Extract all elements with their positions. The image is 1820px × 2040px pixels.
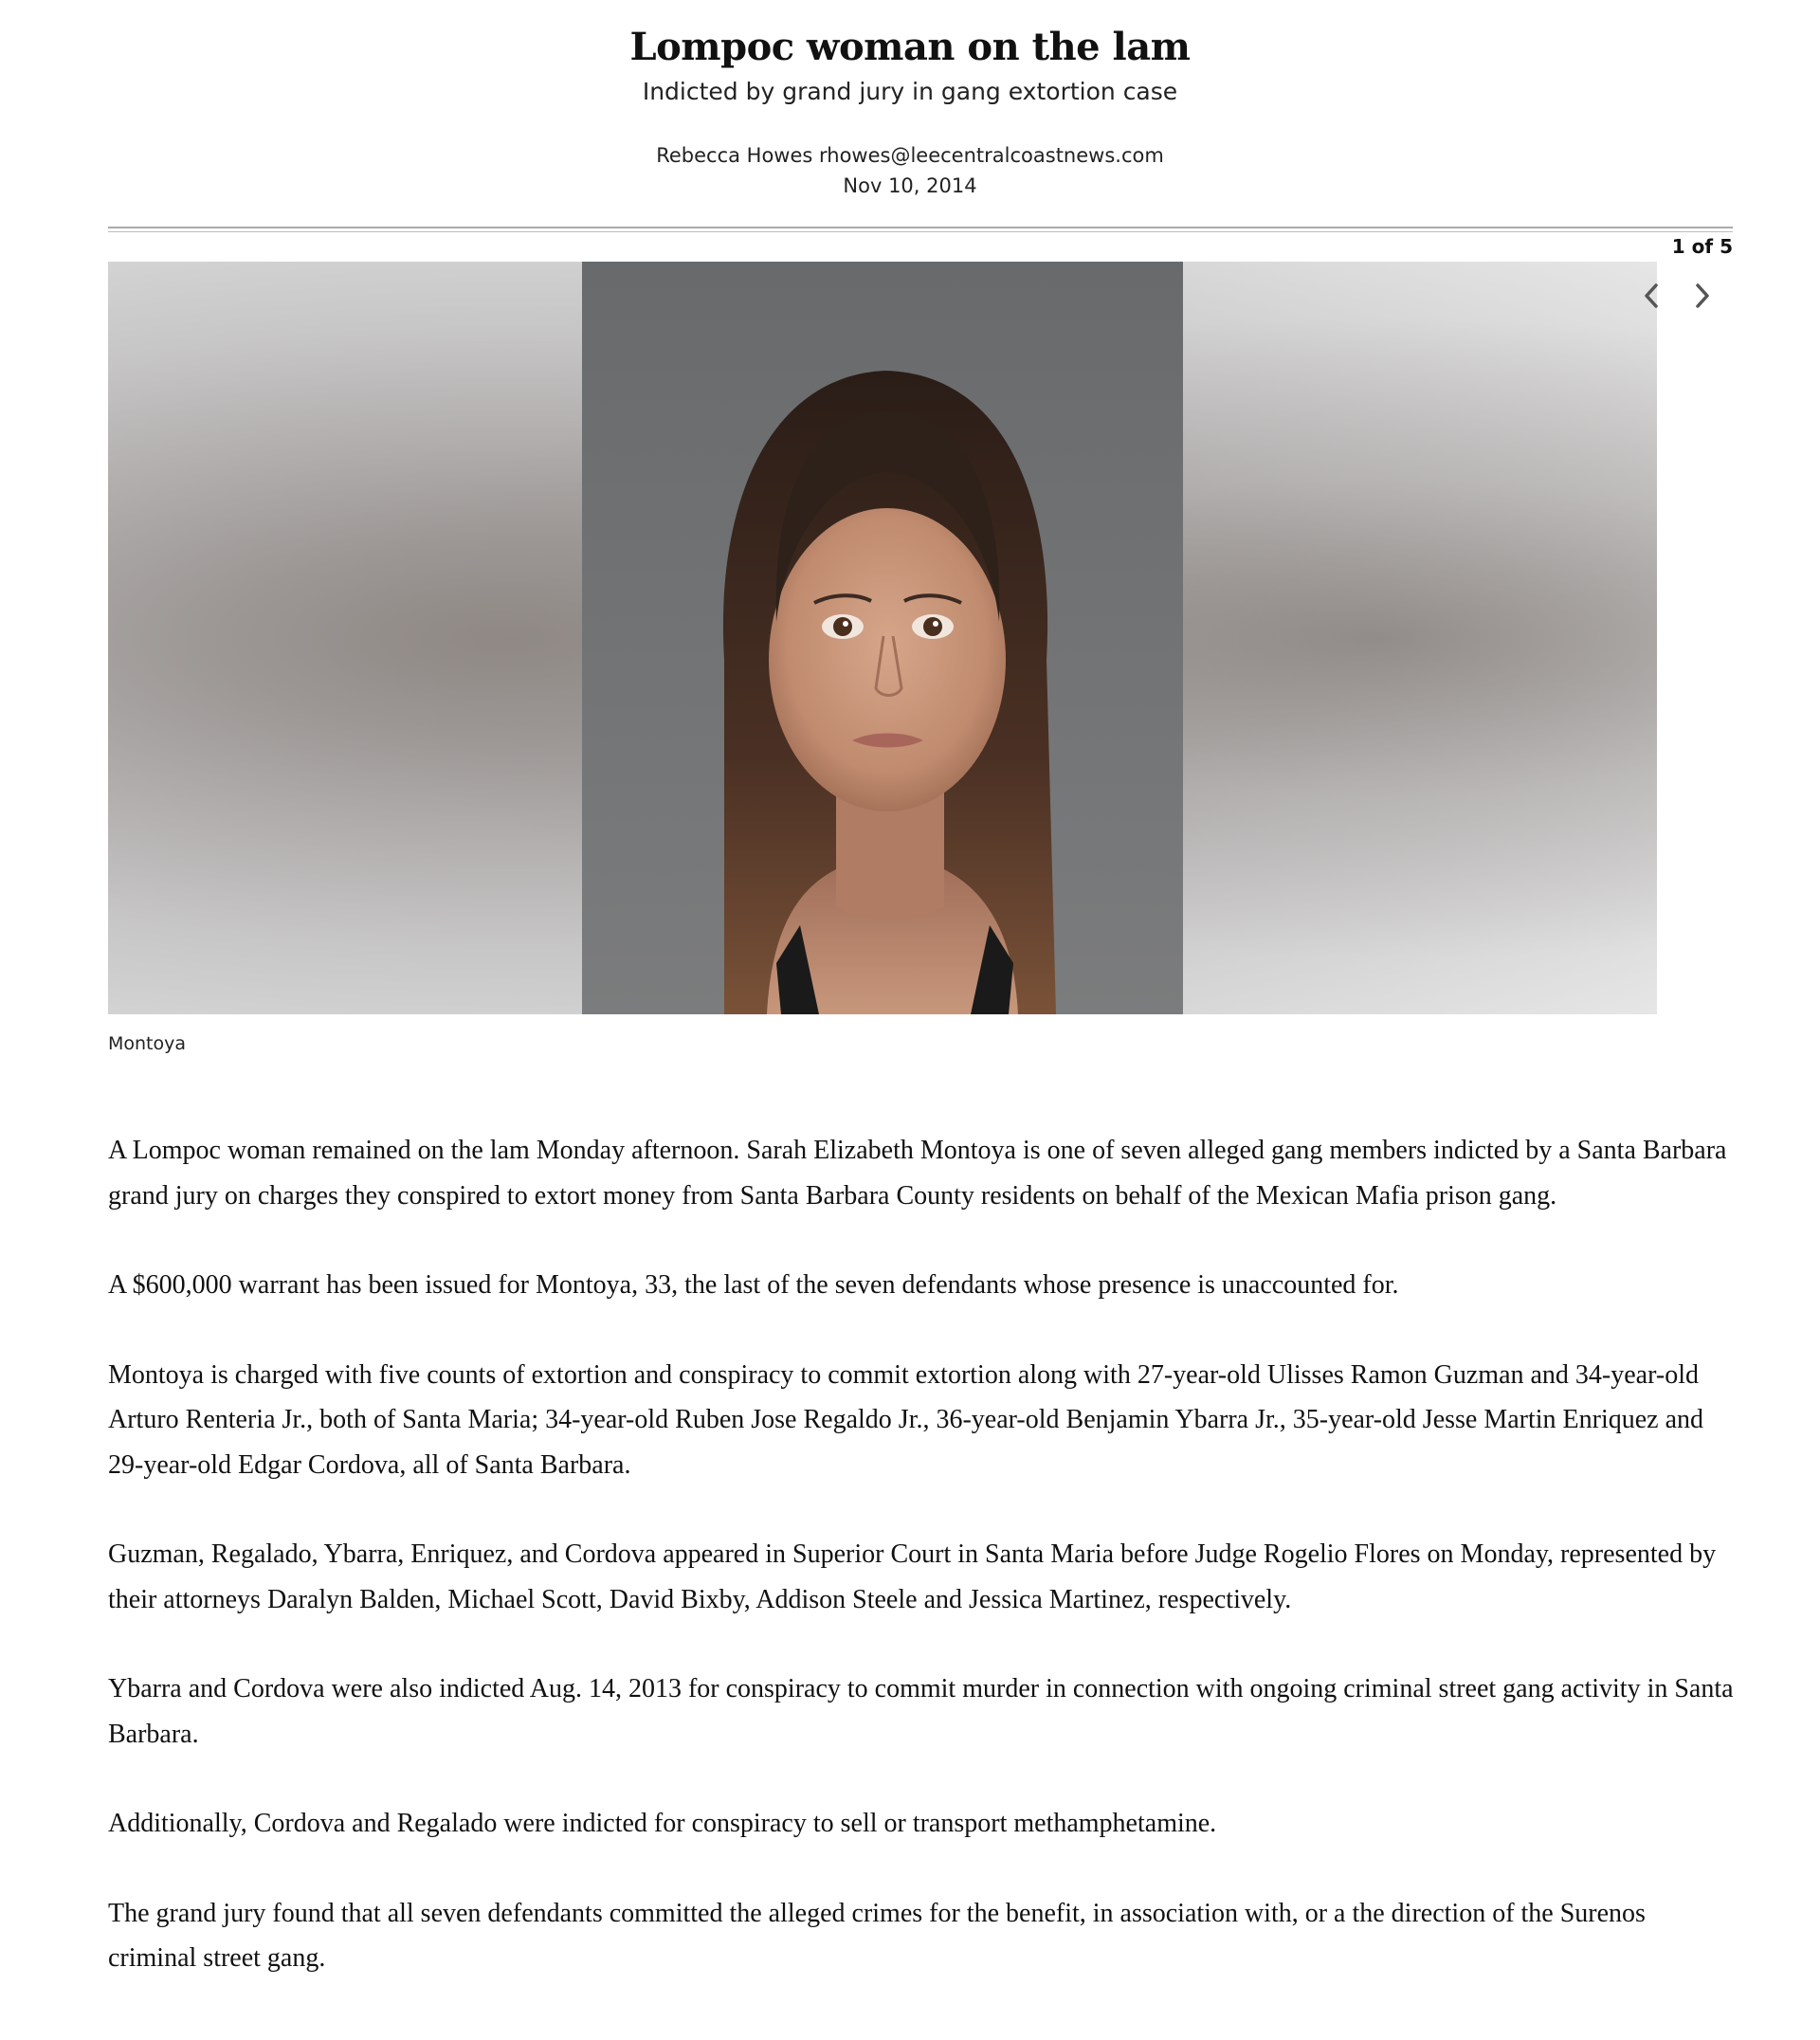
paragraph: Guzman, Regalado, Ybarra, Enriquez, and Cordova appeared in Superior Court in Santa Maria before Judge Rogelio Flores on Monday, represented by their attorneys Daralyn Balden, Michael Scott, David Bixby, Addison Steele and Jessica Martinez, respectively.	[108, 1539, 1717, 1614]
gallery-prev-button[interactable]	[1632, 275, 1670, 317]
author-line[interactable]: Rebecca Howes rhowes@leecentralcoastnews.com	[656, 144, 1164, 167]
publish-date: Nov 10, 2014	[843, 174, 977, 197]
paragraph: The grand jury found that all seven defendants committed the alleged crimes for the benefit, in association with, or a the direction of the Surenos criminal street gang.	[108, 1898, 1646, 1973]
mugshot-illustration	[582, 262, 1183, 1014]
paragraph: Montoya is charged with five counts of extortion and conspiracy to commit extortion along with 27-year-old Ulisses Ramon Guzman and 34-year-old Arturo Renteria Jr., both of Santa Maria; 34-year-old Ruben Jose Regaldo Jr., 36-year-old Benjamin Ybarra Jr., 35-year-old Jesse Martin Enriquez and 29-year-old Edgar Cordova, all of Santa Barbara.	[108, 1359, 1704, 1480]
headline: Lompoc woman on the lam	[629, 25, 1191, 69]
subheadline: Indicted by grand jury in gang extortion case	[642, 78, 1178, 105]
paragraph: Ybarra and Cordova were also indicted Aug. 14, 2013 for conspiracy to commit murder in connection with ongoing criminal street gang activity in Santa Barbara.	[108, 1674, 1734, 1749]
paragraph: A $600,000 warrant has been issued for Montoya, 33, the last of the seven defendants whose presence is unaccounted for.	[108, 1270, 1399, 1300]
article-body	[108, 1128, 1738, 2026]
photo-caption: Montoya	[108, 1033, 187, 1054]
gallery-counter: 1 of 5	[1671, 235, 1733, 258]
divider	[108, 227, 1733, 232]
byline	[0, 140, 1820, 201]
photo-gallery[interactable]	[108, 262, 1657, 1014]
mugshot-photo	[582, 262, 1183, 1014]
paragraph: A Lompoc woman remained on the lam Monday afternoon. Sarah Elizabeth Montoya is one of seven alleged gang members indicted by a Santa Barbara grand jury on charges they conspired to extort money from Santa Barbara County residents on behalf of the Mexican Mafia prison gang.	[108, 1136, 1727, 1211]
chevron-left-icon	[1641, 282, 1662, 310]
paragraph: Additionally, Cordova and Regalado were indicted for conspiracy to sell or transport methamphetamine.	[108, 1809, 1217, 1838]
chevron-right-icon	[1692, 282, 1713, 310]
gallery-next-button[interactable]	[1684, 275, 1721, 317]
